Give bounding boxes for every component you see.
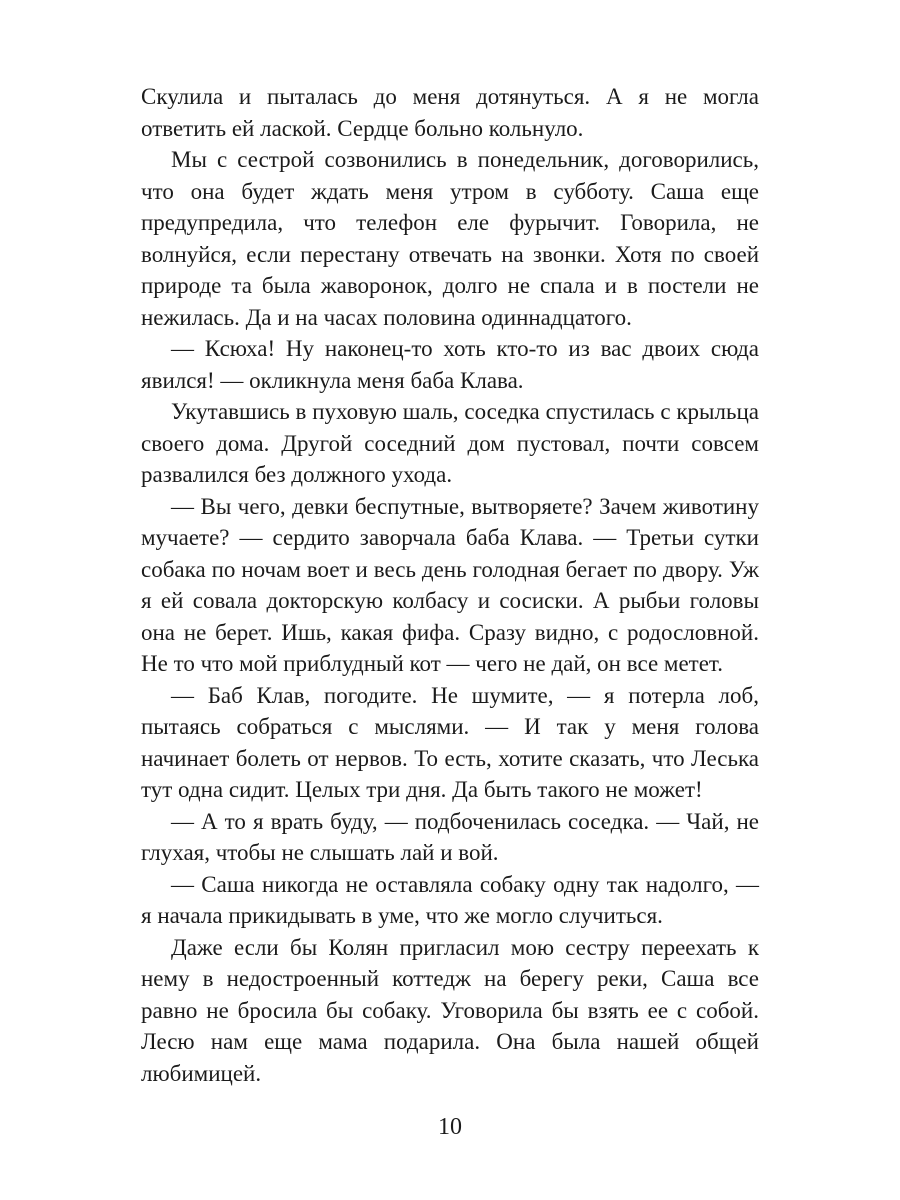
paragraph: — Вы чего, девки беспутные, вытворяете? Зачем животину мучаете? — сердито заворчала баба Клава. — Третьи сутки собака по ночам воет и весь день голодная бегает по двору. Уж я ей совала докторскую колбасу и сосиски. А рыбьи головы она не берет. Ишь, какая фифа. Сразу видно, с родословной. Не то что мой приблудный кот — чего не дай, он все метет. bbox=[141, 493, 759, 676]
paragraph: Скулила и пыталась до меня дотянуться. А я не могла ответить ей лаской. Сердце больно кольнуло. bbox=[141, 84, 759, 141]
paragraph: — А то я врать буду, — подбоченилась соседка. — Чай, не глухая, чтобы не слышать лай и вой. bbox=[141, 808, 759, 865]
page-number: 10 bbox=[438, 1114, 462, 1140]
paragraph: Мы с сестрой созвонились в понедельник, договорились, что она будет ждать меня утром в субботу. Саша еще предупредила, что телефон еле фурычит. Говорила, не волнуйся, если перестану отвечать на звонки. Хотя по своей природе та была жаворонок, долго не спала и в постели не нежилась. Да и на часах половина одиннадцатого. bbox=[141, 147, 759, 330]
paragraph: — Ксюха! Ну наконец-то хоть кто-то из вас двоих сюда явился! — окликнула меня баба Клава. bbox=[141, 336, 759, 393]
paragraph: Укутавшись в пуховую шаль, соседка спустилась с крыльца своего дома. Другой соседний дом пустовал, почти совсем развалился без должного ухода. bbox=[141, 399, 759, 487]
body-text bbox=[141, 81, 759, 1089]
paragraph: Даже если бы Колян пригласил мою сестру переехать к нему в недостроенный коттедж на берегу реки, Саша все равно не бросила бы собаку. Уговорила бы взять ее с собой. Лесю нам еще мама подарила. Она была нашей общей любимицей. bbox=[141, 934, 759, 1086]
paragraph: — Баб Клав, погодите. Не шумите, — я потерла лоб, пытаясь собраться с мыслями. — И так у меня голова начинает болеть от нервов. То есть, хотите сказать, что Леська тут одна сидит. Целых три дня. Да быть такого не может! bbox=[141, 682, 759, 802]
paragraph: — Саша никогда не оставляла собаку одну так надолго, — я начала прикидывать в уме, что же могло случиться. bbox=[141, 871, 759, 928]
